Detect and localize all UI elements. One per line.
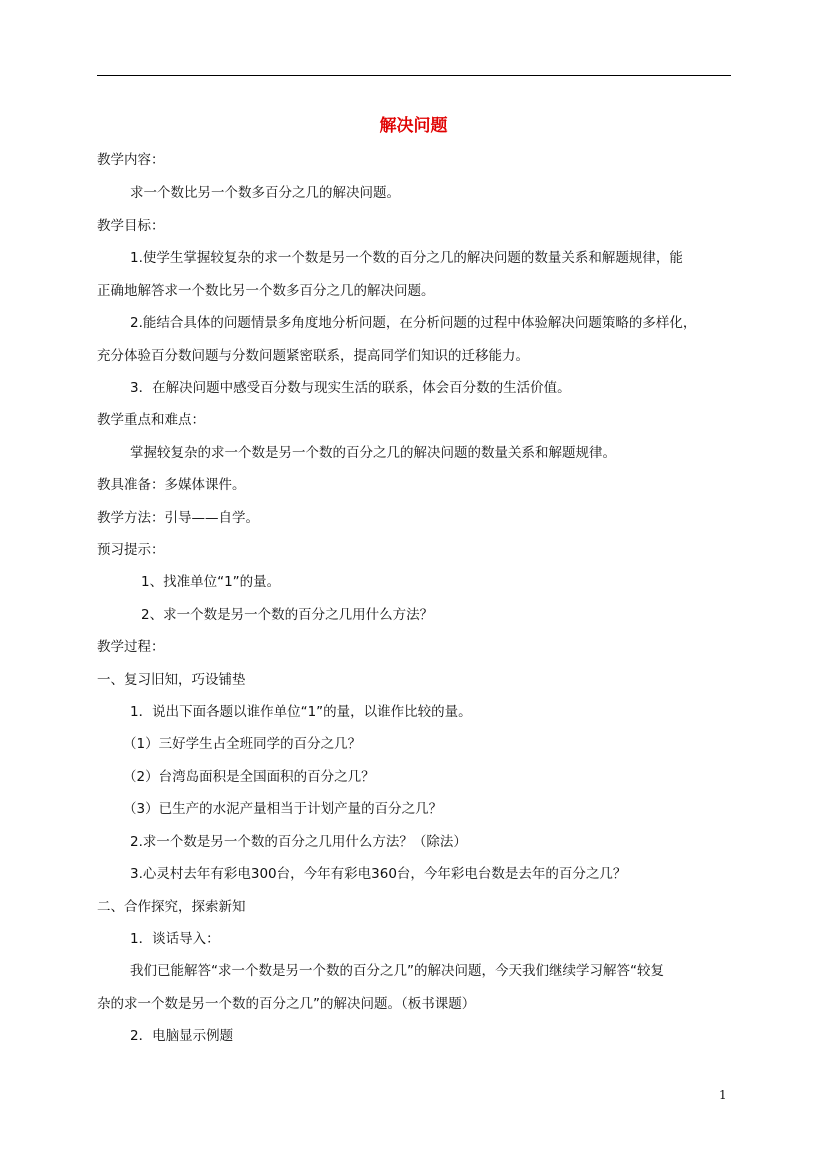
- text-line: 1．说出下面各题以谁作单位“1”的量，以谁作比较的量。: [130, 704, 472, 720]
- text-line: 杂的求一个数是另一个数的百分之几”的解决问题。（板书课题）: [97, 996, 476, 1012]
- text-line: 我们已能解答“求一个数是另一个数的百分之几”的解决问题，今天我们继续学习解答“较复: [130, 963, 664, 979]
- text-line: 2、求一个数是另一个数的百分之几用什么方法？: [141, 607, 434, 623]
- header-rule: [97, 75, 731, 76]
- text-line: 1．谈话导入：: [130, 931, 220, 947]
- text-line: 2.求一个数是另一个数的百分之几用什么方法？（除法）: [130, 834, 467, 850]
- text-line: 2.能结合具体的问题情景多角度地分析问题，在分析问题的过程中体验解决问题策略的多样化，: [130, 315, 697, 331]
- text-line: 教学目标：: [97, 218, 165, 234]
- text-line: 正确地解答求一个数比另一个数多百分之几的解决问题。: [97, 283, 435, 299]
- text-line: 二、合作探究，探索新知: [97, 899, 246, 915]
- text-line: 3．在解决问题中感受百分数与现实生活的联系，体会百分数的生活价值。: [130, 380, 571, 396]
- text-line: 预习提示：: [97, 542, 165, 558]
- text-line: 充分体验百分数问题与分数问题紧密联系，提高同学们知识的迁移能力。: [97, 348, 529, 364]
- text-line: 教学过程：: [97, 639, 165, 655]
- page-number: 1: [719, 1088, 727, 1102]
- text-line: （1）三好学生占全班同学的百分之几？: [123, 736, 362, 752]
- text-line: （3）已生产的水泥产量相当于计划产量的百分之几？: [123, 801, 443, 817]
- text-line: 求一个数比另一个数多百分之几的解决问题。: [130, 185, 400, 201]
- text-line: 教学内容：: [97, 152, 165, 168]
- text-line: 教学重点和难点：: [97, 412, 205, 428]
- page-title: 解决问题: [379, 116, 448, 136]
- text-line: （2）台湾岛面积是全国面积的百分之几？: [123, 769, 375, 785]
- text-line: 教学方法：引导——自学。: [97, 510, 259, 526]
- text-line: 掌握较复杂的求一个数是另一个数的百分之几的解决问题的数量关系和解题规律。: [130, 445, 616, 461]
- text-line: 1.使学生掌握较复杂的求一个数是另一个数的百分之几的解决问题的数量关系和解题规律，能: [130, 250, 683, 266]
- text-line: 教具准备：多媒体课件。: [97, 477, 246, 493]
- text-line: 1、找准单位“1”的量。: [141, 574, 281, 590]
- text-line: 2．电脑显示例题: [130, 1028, 234, 1044]
- text-line: 3.心灵村去年有彩电300台，今年有彩电360台，今年彩电台数是去年的百分之几？: [130, 866, 627, 882]
- text-line: 一、复习旧知，巧设铺垫: [97, 672, 246, 688]
